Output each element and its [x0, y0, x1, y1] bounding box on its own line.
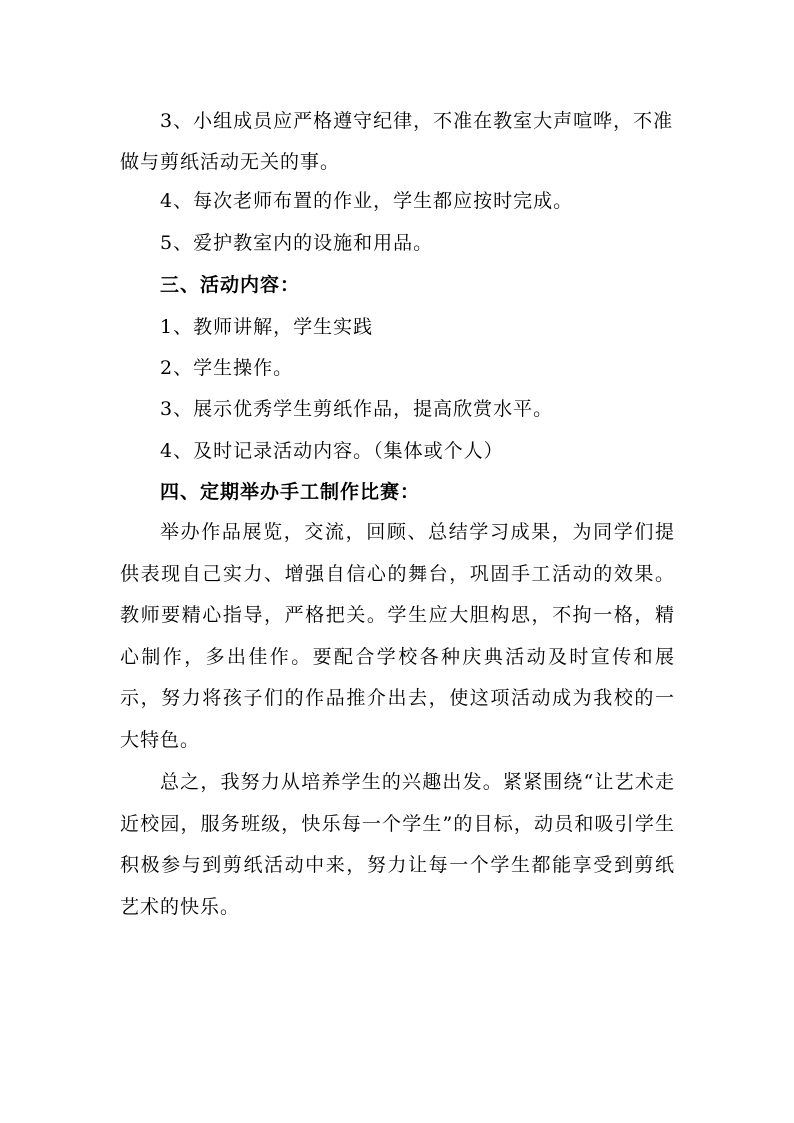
rule-item-5: 5、爱护教室内的设施和用品。: [160, 232, 434, 254]
section-3-heading: 三、活动内容：: [160, 274, 301, 296]
section-3-item-4: 4、及时记录活动内容。（集体或个人）: [160, 440, 504, 462]
rule-item-3: 3、小组成员应严格遵守纪律，不准在教室大声喧哗，不准做与剪纸活动无关的事。: [120, 110, 674, 173]
conclusion-body: 总之，我努力从培养学生的兴趣出发。紧紧围绕“让艺术走近校园，服务班级，快乐每一个学生”的目标，动员和吸引学生积极参与到剪纸活动中来，努力让每一个学生都能享受到剪纸艺术的快乐。: [120, 771, 675, 918]
section-3-item-1: 1、教师讲解，学生实践: [160, 316, 374, 338]
rule-item-4: 4、每次老师布置的作业，学生都应按时完成。: [160, 190, 574, 212]
section-4-heading: 四、定期举办手工制作比赛：: [160, 481, 421, 503]
section-3-item-3: 3、展示优秀学生剪纸作品，提高欣赏水平。: [160, 398, 554, 420]
section-4-body: 举办作品展览，交流，回顾、总结学习成果，为同学们提供表现自己实力、增强自信心的舞台，巩固手工活动的效果。教师要精心指导，严格把关。学生应大胆构思，不拘一格，精心制作，多出佳作。要配合学校各种庆典活动及时宣传和展示，努力将孩子们的作品推介出去，使这项活动成为我校的一大特色。: [120, 521, 675, 751]
section-3-item-2: 2、学生操作。: [160, 357, 294, 379]
